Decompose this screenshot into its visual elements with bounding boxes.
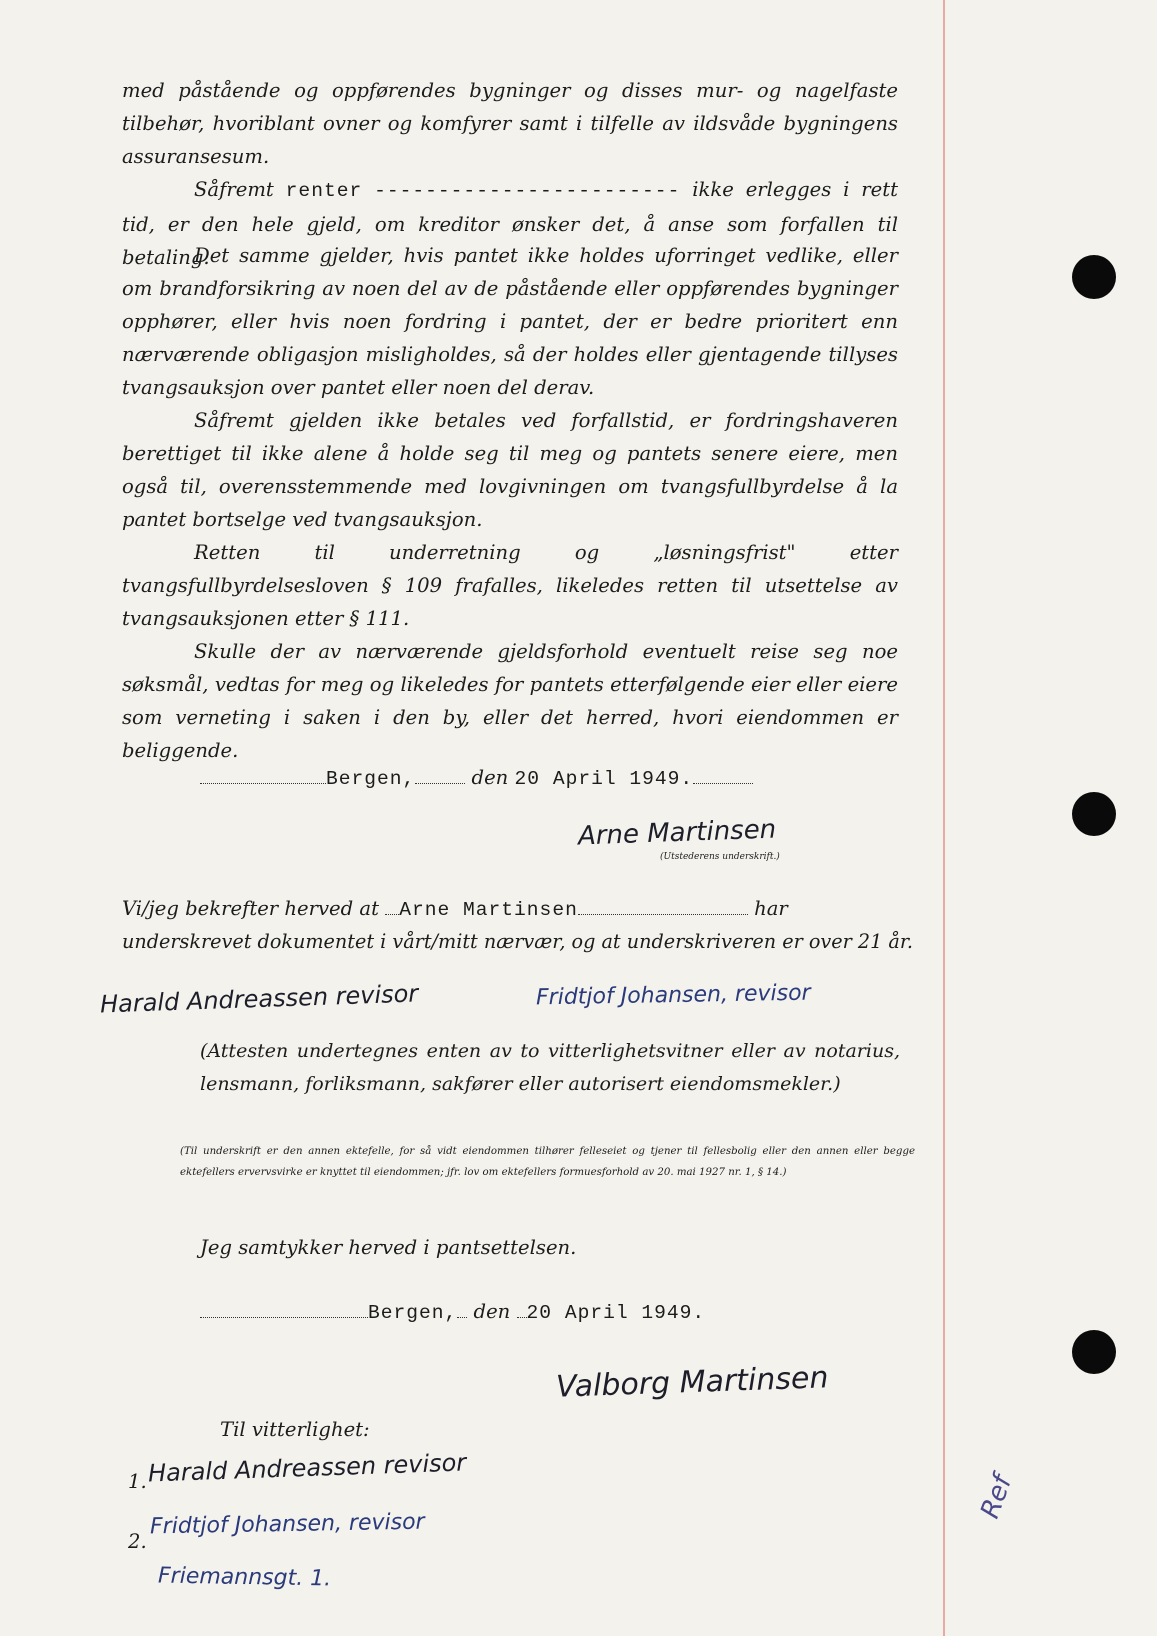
date-line-1 bbox=[200, 766, 753, 790]
witness-signature-left: Harald Andreassen revisor bbox=[99, 979, 419, 1019]
p2-dashes: ------------------------ bbox=[374, 180, 681, 202]
til-vitterlighet-label: Til vitterlighet: bbox=[220, 1418, 370, 1441]
margin-rule bbox=[943, 0, 945, 1636]
witness-statement-line-1: Vi/jeg bekrefter herved at Arne Martinsen har bbox=[122, 897, 788, 921]
witness-1-signature: Harald Andreassen revisor bbox=[147, 1448, 467, 1488]
date2-value: 20 April 1949. bbox=[526, 1302, 706, 1324]
witness-statement-name: Arne Martinsen bbox=[399, 899, 578, 921]
date-place: Bergen, bbox=[326, 768, 416, 790]
signature-caption: (Utstederens underskrift.) bbox=[660, 852, 780, 862]
p2-suffix: ikke erlegges i rett tid, er den hele gjeld, om kreditor ønsker det, å anse som forfallen til betaling. bbox=[122, 178, 899, 269]
p2-typed: renter bbox=[285, 180, 363, 202]
margin-mark: Ref bbox=[975, 1471, 1019, 1523]
consent-text: Jeg samtykker herved i pantsettelsen. bbox=[200, 1236, 577, 1259]
witness-address: Friemannsgt. 1. bbox=[157, 1563, 332, 1592]
witness-2-signature: Fridtjof Johansen, revisor bbox=[149, 1509, 425, 1540]
paragraph-6: Skulle der av nærværende gjeldsforhold eventuelt reise seg noe søksmål, vedtas for meg og likeledes for pantets etterfølgende eier eller eiere som verneting i saken i den by, eller det herred, hvori eiendommen er beliggende. bbox=[122, 640, 898, 762]
date-value: 20 April 1949. bbox=[514, 768, 694, 790]
p2-prefix: Såfremt bbox=[194, 178, 274, 201]
signature-issuer: Arne Martinsen bbox=[577, 814, 777, 852]
signature-consent: Valborg Martinsen bbox=[555, 1360, 829, 1405]
date-den: den bbox=[471, 766, 509, 789]
footnote: (Til underskrift er den annen ektefelle, for så vidt eiendommen tilhører felleseiet og tjener til fellesbolig eller den annen eller begge ektefellers ervervsvirke er knyttet til eiendommen; jfr. lov om ektefellers formuesforhold av 20. mai 1927 nr. 1, § 14.) bbox=[180, 1146, 915, 1178]
punch-hole bbox=[1072, 792, 1116, 836]
witness-number-2: 2. bbox=[128, 1530, 147, 1553]
date-line-2 bbox=[200, 1300, 705, 1324]
punch-hole bbox=[1072, 1330, 1116, 1374]
attest-note: (Attesten undertegnes enten av to vitterlighetsvitner eller av notarius, lensmann, forliksmann, sakfører eller autorisert eiendomsmekler.) bbox=[200, 1040, 900, 1095]
paragraph-4: Såfremt gjelden ikke betales ved forfallstid, er fordringshaveren berettiget til ikke alene å holde seg til meg og pantets senere eiere, men også til, overensstemmende med lovgivningen om tvangsfullbyrdelse å la pantet bortselge ved tvangsauksjon. bbox=[122, 409, 898, 531]
paragraph-5: Retten til underretning og „løsningsfrist" etter tvangsfullbyrdelsesloven § 109 frafalles, likeledes retten til utsettelse av tvangsauksjonen etter § 111. bbox=[122, 541, 898, 630]
date2-place: Bergen, bbox=[368, 1302, 458, 1324]
punch-hole bbox=[1072, 255, 1116, 299]
witness-statement-line-2: underskrevet dokumentet i vårt/mitt nærvær, og at underskriveren er over 21 år. bbox=[122, 930, 913, 953]
paragraph-3: Det samme gjelder, hvis pantet ikke holdes uforringet vedlike, eller om brandforsikring av noen del av de påstående eller oppførendes bygninger opphører, eller hvis noen fordring i pantet, der er bedre prioritert enn nærværende obligasjon misligholdes, så der holdes eller gjentagende tillyses tvangsauksjon over pantet eller noen del derav. bbox=[122, 244, 898, 399]
witness-signature-right: Fridtjof Johansen, revisor bbox=[535, 980, 811, 1011]
paragraph-1: med påstående og oppførendes bygninger og disses mur- og nagelfaste tilbehør, hvoriblant ovner og komfyrer samt i tilfelle av ildsvåde bygningens assuransesum. bbox=[122, 79, 898, 168]
witness-number-1: 1. bbox=[128, 1470, 147, 1493]
date2-den: den bbox=[473, 1300, 511, 1323]
